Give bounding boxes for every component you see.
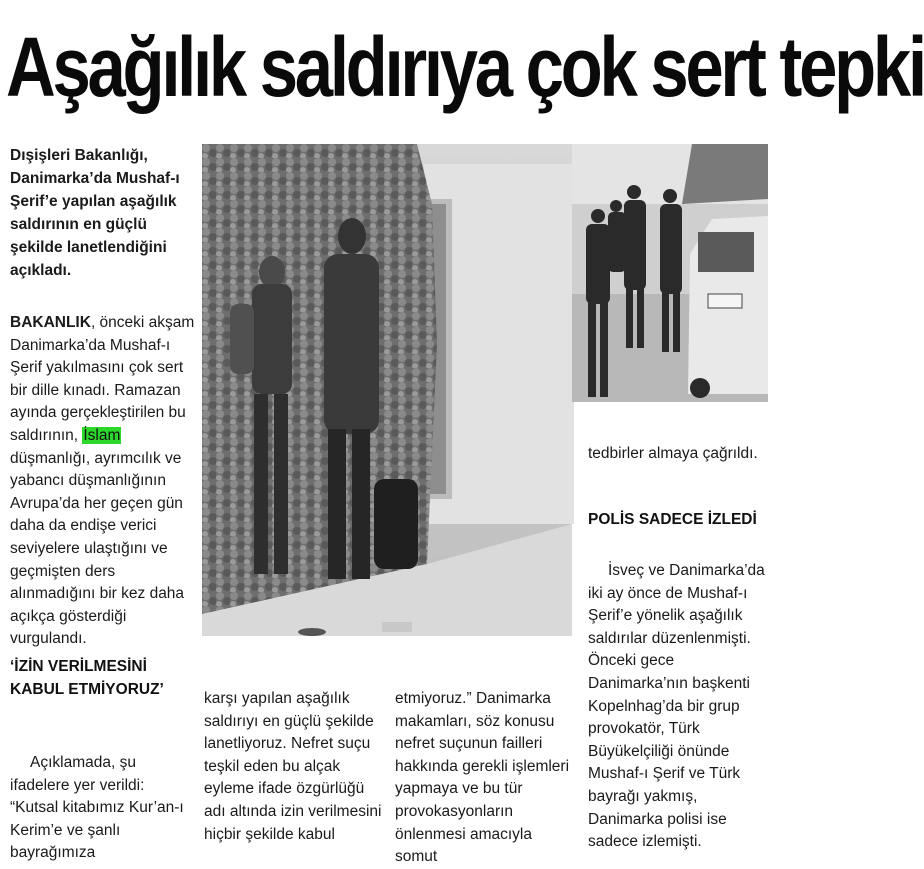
- body-text-b: düşmanlığı, ayrımcılık ve yabancı düşmanlığının Avrupa’da her geçen gün daha da endişe verici seviyelere ulaştığını ve geçmişten ders alınmadığını bir kez daha açıkça gösterdiği vurgulandı.: [10, 449, 185, 648]
- highlighted-word: İslam: [83, 426, 121, 444]
- body-paragraph-1: [10, 312, 195, 651]
- body-paragraph-6: [588, 560, 768, 854]
- photo-police-street: [572, 144, 768, 402]
- body-lead-word: BAKANLIK: [10, 314, 91, 331]
- body6-text: İsveç ve Danimarka’da iki ay önce de Mushaf-ı Şerif’e yönelik aşağılık saldırılar düzenlenmişti. Önceki gece Danimarka’nın başkenti Kopelnhag’da bir grup provokatör, Türk Büyükelçiliği önünde Mushaf-ı Şerif ve Türk bayrağı yakmış, Danimarka polisi ise sadece izlemişti.: [588, 562, 765, 851]
- body2-text: Açıklamada, şu ifadelere yer verildi: “Kutsal kitabımız Kur’an-ı Kerim’e ve şanlı bayrağımıza: [10, 754, 184, 862]
- photo-protesters-hedge: [202, 144, 572, 636]
- body-paragraph-3: karşı yapılan aşağılık saldırıyı en güçlü şekilde lanetliyoruz. Nefret suçu teşkil eden bu alçak eyleme ifade özgürlüğü adı altında izin verilmesini hiçbir şekilde kabul: [204, 690, 382, 843]
- subheading-polis: POLİS SADECE İZLEDİ: [588, 511, 757, 528]
- body-paragraph-5: tedbirler almaya çağrıldı.: [588, 445, 758, 462]
- subheading-izin: ‘İZİN VERİLMESİNİ KABUL ETMİYORUZ’: [10, 658, 164, 698]
- lede: Dışişleri Bakanlığı, Danimarka’da Mushaf-ı Şerif’e yapılan aşağılık saldırının en güçlü şekilde lanetlendiğini açıkladı.: [10, 147, 180, 279]
- body-paragraph-2: [10, 752, 195, 865]
- body-paragraph-4: etmiyoruz.” Danimarka makamları, söz konusu nefret suçunun failleri hakkında gerekli işlemleri yapmaya ve bu tür provokasyonların önlenmesi amacıyla somut: [395, 690, 570, 866]
- body-text-a: , önceki akşam Danimarka’da Mushaf-ı Şerif yakılmasını çok sert bir dille kınadı. Ramazan ayında gerçekleştirilen bu saldırının,: [10, 314, 195, 444]
- headline: Aşağılık saldırıya çok sert tepki: [6, 20, 924, 114]
